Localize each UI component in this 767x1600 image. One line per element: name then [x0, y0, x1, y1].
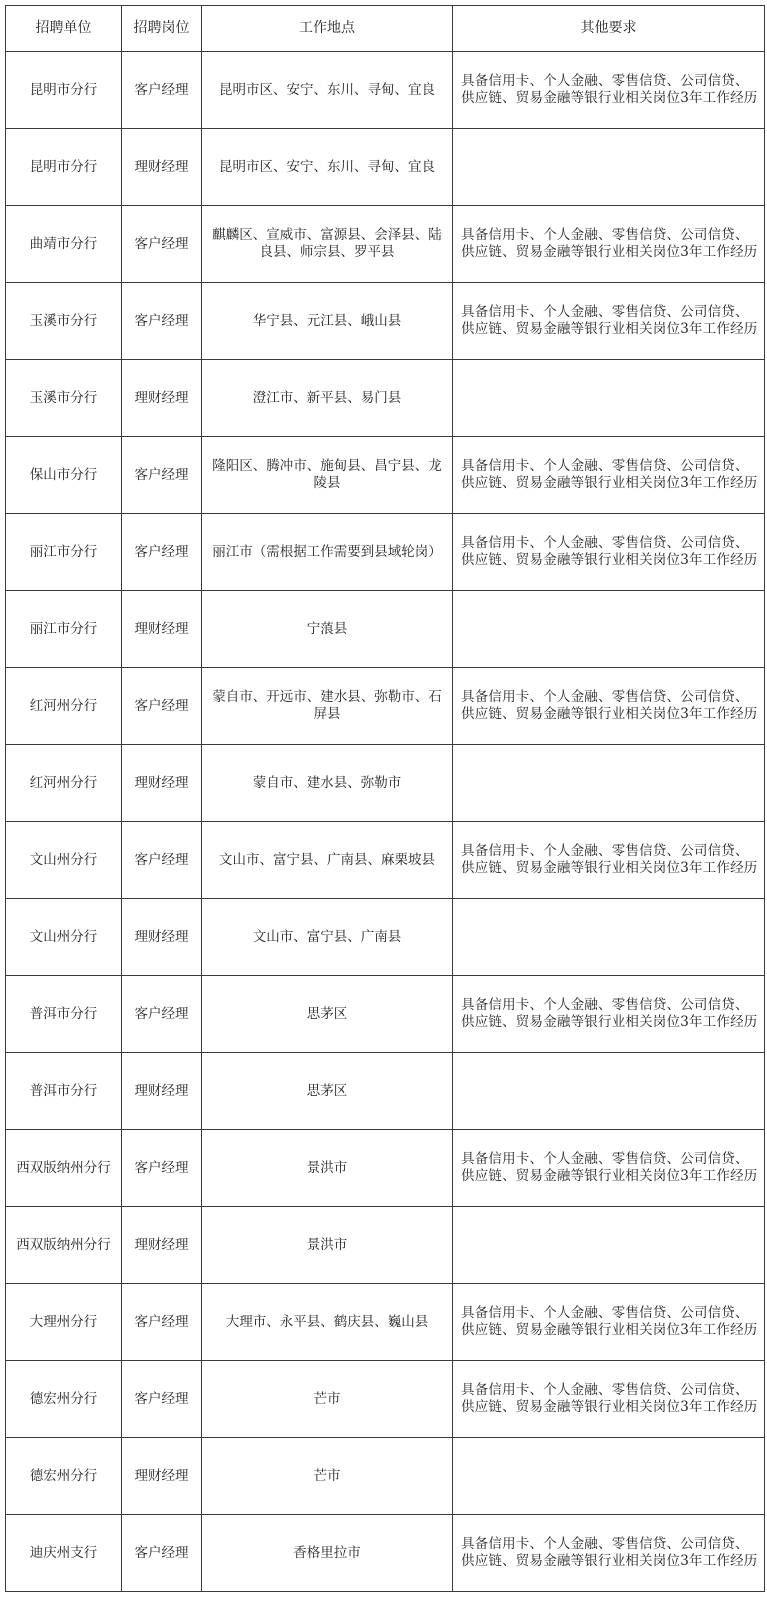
table-row	[6, 668, 765, 745]
cell-requirement	[453, 129, 765, 206]
table-row	[6, 745, 765, 822]
cell-requirement: 具备信用卡、个人金融、零售信贷、公司信贷、供应链、贸易金融等银行业相关岗位3年工作经历	[453, 1284, 765, 1361]
cell-location: 华宁县、元江县、峨山县	[202, 283, 453, 360]
cell-requirement: 具备信用卡、个人金融、零售信贷、公司信贷、供应链、贸易金融等银行业相关岗位3年工作经历	[453, 668, 765, 745]
cell-location: 思茅区	[202, 976, 453, 1053]
cell-post: 理财经理	[122, 1053, 202, 1130]
cell-unit: 昆明市分行	[6, 52, 122, 129]
cell-requirement: 具备信用卡、个人金融、零售信贷、公司信贷、供应链、贸易金融等银行业相关岗位3年工作经历	[453, 1361, 765, 1438]
cell-unit: 丽江市分行	[6, 591, 122, 668]
header-unit: 招聘单位	[6, 6, 122, 52]
cell-unit: 德宏州分行	[6, 1361, 122, 1438]
cell-requirement	[453, 899, 765, 976]
table-header	[6, 6, 765, 52]
cell-location: 宁蒗县	[202, 591, 453, 668]
cell-requirement: 具备信用卡、个人金融、零售信贷、公司信贷、供应链、贸易金融等银行业相关岗位3年工作经历	[453, 283, 765, 360]
cell-location: 芒市	[202, 1438, 453, 1515]
cell-unit: 西双版纳州分行	[6, 1130, 122, 1207]
cell-post: 客户经理	[122, 1130, 202, 1207]
table-row	[6, 514, 765, 591]
cell-post: 客户经理	[122, 1361, 202, 1438]
cell-requirement: 具备信用卡、个人金融、零售信贷、公司信贷、供应链、贸易金融等银行业相关岗位3年工作经历	[453, 1515, 765, 1592]
cell-unit: 昆明市分行	[6, 129, 122, 206]
cell-unit: 文山州分行	[6, 899, 122, 976]
cell-post: 理财经理	[122, 745, 202, 822]
cell-unit: 丽江市分行	[6, 514, 122, 591]
cell-requirement	[453, 591, 765, 668]
cell-unit: 文山州分行	[6, 822, 122, 899]
cell-unit: 西双版纳州分行	[6, 1207, 122, 1284]
cell-location: 隆阳区、腾冲市、施甸县、昌宁县、龙陵县	[202, 437, 453, 514]
cell-post: 客户经理	[122, 514, 202, 591]
table-row	[6, 1438, 765, 1515]
cell-post: 理财经理	[122, 591, 202, 668]
cell-requirement: 具备信用卡、个人金融、零售信贷、公司信贷、供应链、贸易金融等银行业相关岗位3年工作经历	[453, 52, 765, 129]
cell-requirement	[453, 360, 765, 437]
cell-post: 理财经理	[122, 1438, 202, 1515]
cell-unit: 迪庆州支行	[6, 1515, 122, 1592]
table-row	[6, 1361, 765, 1438]
cell-unit: 保山市分行	[6, 437, 122, 514]
cell-requirement: 具备信用卡、个人金融、零售信贷、公司信贷、供应链、贸易金融等银行业相关岗位3年工作经历	[453, 514, 765, 591]
recruitment-table	[5, 5, 765, 1592]
cell-post: 客户经理	[122, 52, 202, 129]
cell-unit: 红河州分行	[6, 745, 122, 822]
cell-unit: 曲靖市分行	[6, 206, 122, 283]
cell-post: 客户经理	[122, 976, 202, 1053]
cell-post: 客户经理	[122, 283, 202, 360]
cell-requirement	[453, 1438, 765, 1515]
cell-requirement	[453, 1053, 765, 1130]
cell-unit: 大理州分行	[6, 1284, 122, 1361]
cell-post: 理财经理	[122, 1207, 202, 1284]
cell-location: 麒麟区、宣威市、富源县、会泽县、陆良县、师宗县、罗平县	[202, 206, 453, 283]
cell-location: 文山市、富宁县、广南县、麻栗坡县	[202, 822, 453, 899]
table-row	[6, 1053, 765, 1130]
cell-requirement: 具备信用卡、个人金融、零售信贷、公司信贷、供应链、贸易金融等银行业相关岗位3年工作经历	[453, 206, 765, 283]
cell-location: 香格里拉市	[202, 1515, 453, 1592]
header-row	[6, 6, 765, 52]
table-body	[6, 52, 765, 1592]
table-row	[6, 1207, 765, 1284]
cell-post: 客户经理	[122, 1515, 202, 1592]
table-row	[6, 1515, 765, 1592]
cell-post: 客户经理	[122, 1284, 202, 1361]
cell-unit: 普洱市分行	[6, 1053, 122, 1130]
cell-location: 大理市、永平县、鹤庆县、巍山县	[202, 1284, 453, 1361]
header-post: 招聘岗位	[122, 6, 202, 52]
cell-location: 澄江市、新平县、易门县	[202, 360, 453, 437]
cell-location: 思茅区	[202, 1053, 453, 1130]
table-row	[6, 283, 765, 360]
cell-unit: 玉溪市分行	[6, 360, 122, 437]
table-row	[6, 822, 765, 899]
cell-location: 昆明市区、安宁、东川、寻甸、宜良	[202, 52, 453, 129]
header-requirement: 其他要求	[453, 6, 765, 52]
table-row	[6, 1284, 765, 1361]
cell-requirement: 具备信用卡、个人金融、零售信贷、公司信贷、供应链、贸易金融等银行业相关岗位3年工作经历	[453, 976, 765, 1053]
table-row	[6, 591, 765, 668]
cell-requirement: 具备信用卡、个人金融、零售信贷、公司信贷、供应链、贸易金融等银行业相关岗位3年工作经历	[453, 1130, 765, 1207]
table-row	[6, 206, 765, 283]
cell-post: 理财经理	[122, 360, 202, 437]
table-row	[6, 52, 765, 129]
table-row	[6, 1130, 765, 1207]
table-row	[6, 360, 765, 437]
cell-post: 理财经理	[122, 129, 202, 206]
table-row	[6, 437, 765, 514]
header-location: 工作地点	[202, 6, 453, 52]
cell-post: 客户经理	[122, 206, 202, 283]
cell-requirement: 具备信用卡、个人金融、零售信贷、公司信贷、供应链、贸易金融等银行业相关岗位3年工作经历	[453, 822, 765, 899]
cell-requirement	[453, 1207, 765, 1284]
cell-location: 景洪市	[202, 1130, 453, 1207]
table-row	[6, 129, 765, 206]
table-row	[6, 899, 765, 976]
cell-post: 客户经理	[122, 822, 202, 899]
cell-post: 客户经理	[122, 437, 202, 514]
cell-requirement: 具备信用卡、个人金融、零售信贷、公司信贷、供应链、贸易金融等银行业相关岗位3年工作经历	[453, 437, 765, 514]
cell-location: 景洪市	[202, 1207, 453, 1284]
cell-post: 客户经理	[122, 668, 202, 745]
cell-post: 理财经理	[122, 899, 202, 976]
cell-unit: 德宏州分行	[6, 1438, 122, 1515]
table-row	[6, 976, 765, 1053]
cell-location: 蒙自市、建水县、弥勒市	[202, 745, 453, 822]
cell-unit: 玉溪市分行	[6, 283, 122, 360]
cell-location: 文山市、富宁县、广南县	[202, 899, 453, 976]
cell-location: 蒙自市、开远市、建水县、弥勒市、石屏县	[202, 668, 453, 745]
cell-location: 芒市	[202, 1361, 453, 1438]
cell-unit: 普洱市分行	[6, 976, 122, 1053]
cell-location: 丽江市（需根据工作需要到县域轮岗）	[202, 514, 453, 591]
cell-requirement	[453, 745, 765, 822]
cell-unit: 红河州分行	[6, 668, 122, 745]
cell-location: 昆明市区、安宁、东川、寻甸、宜良	[202, 129, 453, 206]
